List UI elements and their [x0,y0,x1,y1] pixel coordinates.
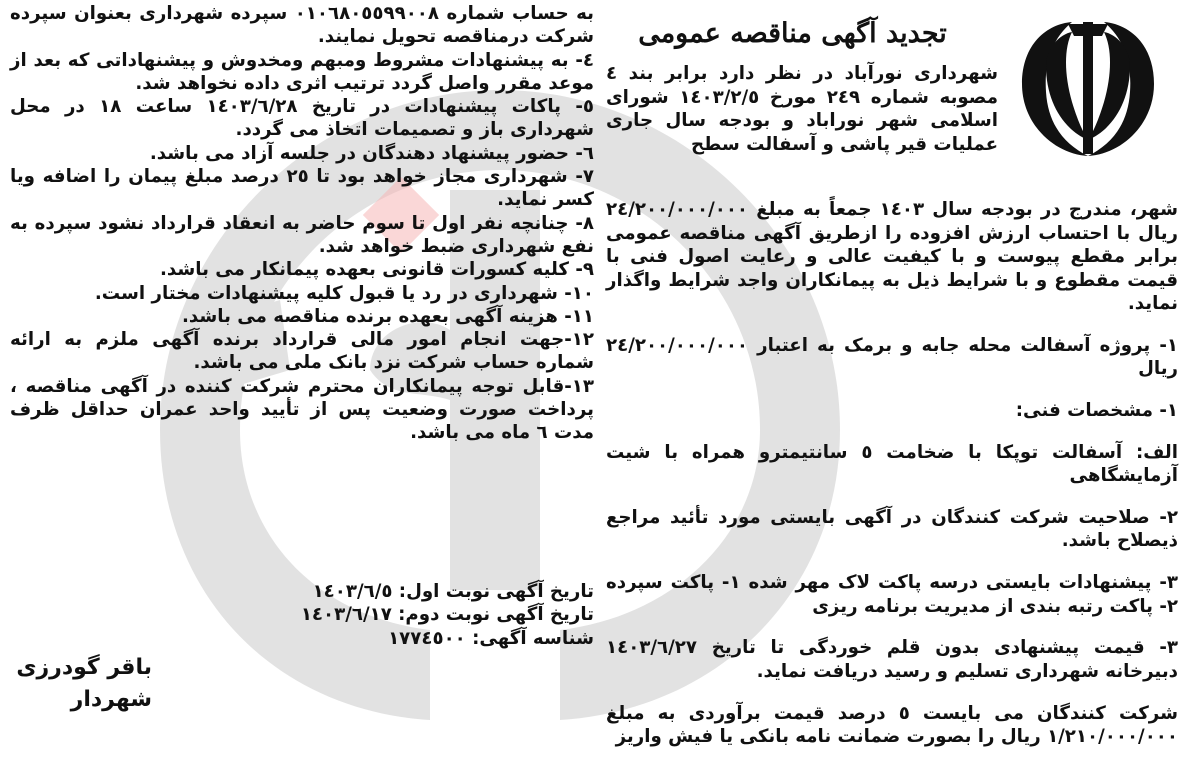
paragraph: ٣- پیشنهادات بایستی درسه پاکت لاک مهر شده ١- پاکت سپرده ٢- پاکت رتبه بندی از مدیریت برنامه ریزی [606,572,1178,617]
signatory-name: باقر گودرزی [16,655,152,680]
left-column [10,2,594,445]
paragraph: ١٢-جهت انجام امور مالی قرارداد برنده آگهی ملزم به ارائه شماره حساب شرکت نزد بانک ملی می باشد. [10,329,594,374]
ad-id: شناسه آگهی: ١٧٧٤٥٠٠ [388,627,594,649]
paragraph: ٩- کلیه کسورات قانونی بعهده پیمانکار می باشد. [159,259,594,281]
paragraph: ٨- چنانچه نفر اول تا سوم حاضر به انعقاد قرارداد نشود سپرده به نفع شهرداری ضبط خواهد شد. [10,212,594,257]
paragraph: ٥- پاکات پیشنهادات در تاریخ ١٤٠٣/٦/٢٨ ساعت ١٨ در محل شهرداری باز و تصمیمات اتخاذ می گردد. [10,96,594,141]
paragraph: ١١- هزینه آگهی بعهده برنده مناقصه می باشد. [181,305,594,327]
second-publish-date: تاریخ آگهی نوبت دوم: ١٤٠٣/٦/١٧ [300,604,594,626]
paragraph: ٦- حضور پیشنهاد دهندگان در جلسه آزاد می باشد. [149,142,594,164]
page-title: تجدید آگهی مناقصه عمومی [638,18,947,49]
paragraph: به حساب شماره ٠١٠٦٨٠٥٥٩٩٠٠٨ سپرده شهرداری بعنوان سپرده شرکت درمناقصه تحویل نمایند. [10,3,594,48]
paragraph: ٤- به پیشنهادات مشروط ومبهم ومخدوش و پیشنهاداتی که بعد از موعد مقرر واصل گردد ترتیب اثری داده نخواهد شد. [10,49,594,94]
paragraph: ٣- قیمت پیشنهادی بدون قلم خوردگی تا تاریخ ١٤٠٣/٦/٢٧ دبیرخانه شهرداری تسلیم و رسید دریافت نماید. [606,637,1178,682]
signatory-role: شهردار [70,687,152,712]
paragraph: الف: آسفالت توپکا با ضخامت ٥ سانتیمترو همراه با شیت آزمایشگاهی [606,441,1178,487]
right-column [606,180,1178,767]
first-publish-date: تاریخ آگهی نوبت اول: ١٤٠٣/٦/٥ [312,581,594,602]
paragraph: ٧- شهرداری مجاز خواهد بود تا ٢٥ درصد مبلغ پیمان را اضافه ویا کسر نماید. [10,166,594,211]
paragraph: ١- مشخصات فنی: [1015,400,1178,422]
iran-emblem-icon [1002,14,1174,166]
signature-block [12,652,152,716]
ad-dates [240,580,594,650]
paragraph: ٢- صلاحیت شرکت کنندگان در آگهی بایستی مورد تأئید مراجع ذیصلاح باشد. [606,506,1178,552]
paragraph: شرکت کنندگان می بایست ٥ درصد قیمت برآوردی به مبلغ ١/٢١٠/٠٠٠/٠٠٠ ریال را بصورت ضمانت نامه بانکی یا فیش واریز [606,702,1178,747]
paragraph: ١٠- شهرداری در رد یا قبول کلیه پیشنهادات مختار است. [94,282,594,304]
intro-paragraph: شهرداری نورآباد در نظر دارد برابر بند ٤ مصوبه شماره ٢٤٩ مورخ ١٤٠٣/٢/٥ شورای اسلامی شهر نوراباد و بودجه سال جاری عملیات قیر پاشی و آسفالت سطح [606,63,998,155]
paragraph: ١- پروژه آسفالت محله جابه و برمک به اعتبار ٢٤/٢٠٠/٠٠٠/٠٠٠ ریال [606,334,1178,380]
paragraph: ١٣-قابل توجه پیمانکاران محترم شرکت کننده در آگهی مناقصه ، پرداخت صورت وضعیت پس از تأیید واحد عمران حداقل ظرف مدت ٦ ماه می باشد. [10,375,594,444]
paragraph: شهر، مندرج در بودجه سال ١٤٠٣ جمعاً به مبلغ ٢٤/٢٠٠/٠٠٠/٠٠٠ ریال با احتساب ارزش افزوده را ازطریق آگهی مناقصه عمومی برابر مقطع پیوست و با کیفیت عالی و رعایت اصول فنی با قیمت مقطوع و با شرایط ذیل به پیمانکاران واجد شرایط واگذار نماید. [606,199,1178,315]
